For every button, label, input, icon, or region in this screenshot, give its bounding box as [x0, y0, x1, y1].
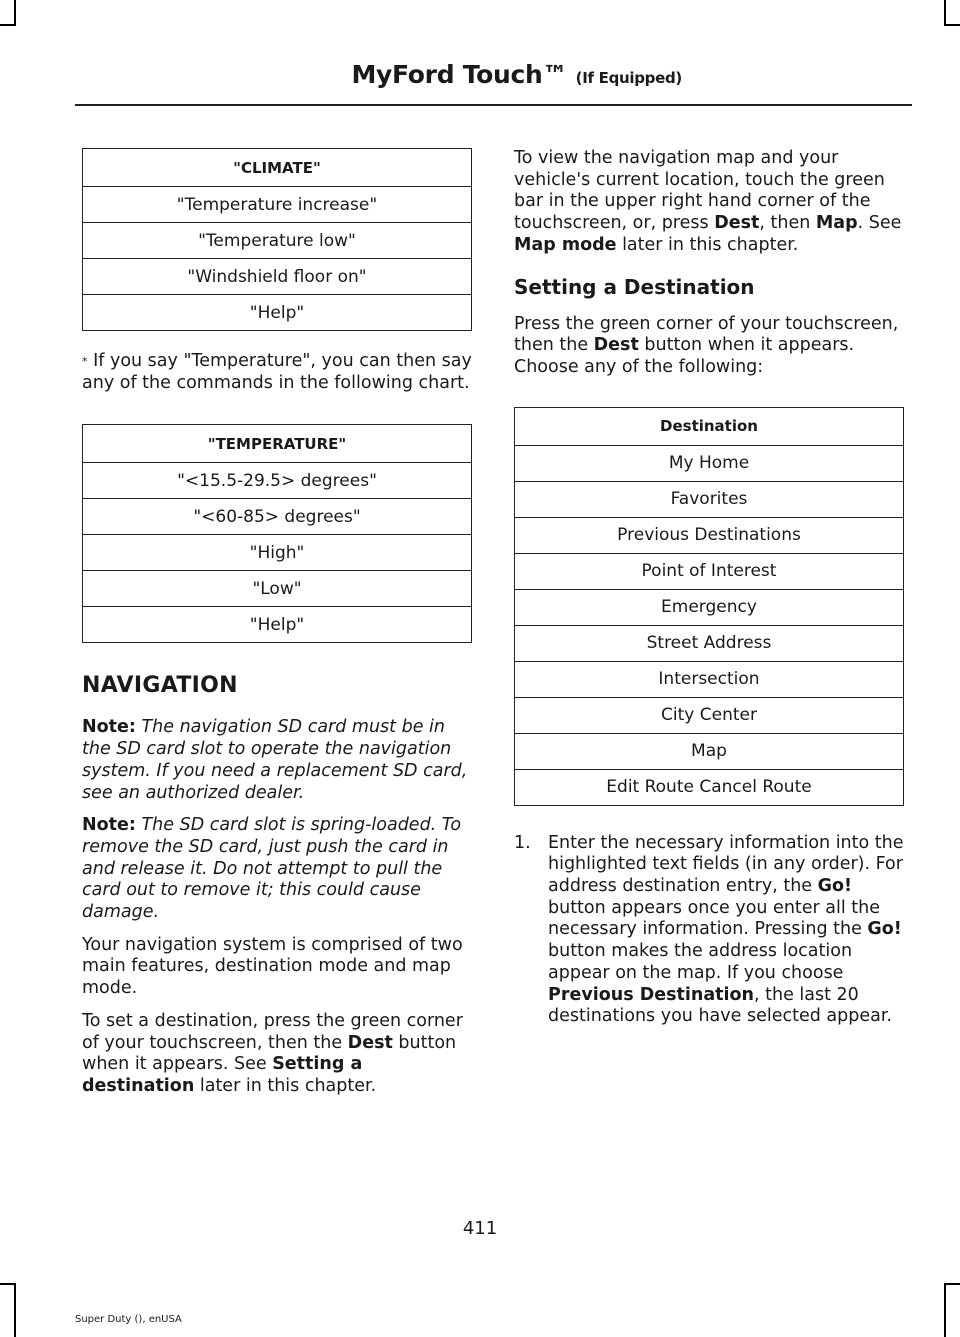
climate-commands-table	[82, 148, 472, 331]
crop-mark	[944, 1283, 960, 1285]
set-destination-paragraph	[82, 1011, 474, 1098]
table-row: "Low"	[83, 571, 472, 607]
page-number: 411	[462, 1218, 498, 1239]
table-header: "TEMPERATURE"	[83, 425, 472, 463]
note-label: Note:	[82, 815, 136, 836]
features-paragraph: Your navigation system is comprised of two main features, destination mode and map mode.	[82, 934, 463, 999]
right-column	[514, 148, 906, 1028]
note-spring-loaded	[82, 815, 474, 924]
choose-destination-paragraph	[514, 314, 906, 379]
table-header: "CLIMATE"	[83, 149, 472, 187]
table-row: "Temperature increase"	[83, 187, 472, 223]
steps-list	[514, 833, 906, 1028]
footnote-marker: *	[82, 355, 88, 368]
note-label: Note:	[82, 717, 136, 738]
setting-destination-heading: Setting a Destination	[514, 274, 755, 299]
text-run: , then	[759, 213, 816, 234]
text-run: To view the navigation map and your vehicle's current location, touch the green bar in the upper right hand corner of the touchscreen, or, press	[514, 148, 885, 234]
table-row: Favorites	[515, 481, 904, 517]
table-header: Destination	[515, 407, 904, 445]
footnote	[82, 351, 474, 394]
note-text: The SD card slot is spring-loaded. To remove the SD card, just push the card in and release it. Do not attempt to pull the card out to remove it; this could cause damage.	[82, 815, 462, 923]
text-run: button when it appears. Choose any of the following:	[514, 335, 855, 377]
text-run: Enter the necessary information into the highlighted text fields (in any order). For address destination entry, the	[548, 832, 904, 897]
temperature-commands-table	[82, 424, 472, 643]
map-button-ref: Map	[815, 213, 858, 234]
note-sd-card	[82, 717, 474, 804]
table-row: "Windshield floor on"	[83, 259, 472, 295]
text-run: . See	[857, 213, 902, 234]
crop-mark	[14, 0, 16, 24]
navigation-heading: NAVIGATION	[82, 673, 238, 699]
header-title: MyFord Touch™	[351, 60, 568, 89]
text-run: button appears once you enter all the necessary information. Pressing the	[548, 897, 881, 940]
setting-destination-ref: Setting a destination	[82, 1054, 363, 1096]
header-title-suffix: (If Equipped)	[575, 69, 682, 87]
crop-mark	[0, 24, 16, 26]
crop-mark	[14, 1283, 16, 1337]
table-row: "High"	[83, 535, 472, 571]
left-column	[82, 148, 474, 1098]
crop-mark	[0, 1283, 16, 1285]
table-row: Previous Destinations	[515, 517, 904, 553]
step-number: 1.	[514, 832, 531, 853]
table-row: "<60-85> degrees"	[83, 499, 472, 535]
go-button-ref: Go!	[817, 876, 852, 897]
table-row: "Temperature low"	[83, 223, 472, 259]
table-row: City Center	[515, 697, 904, 733]
table-row: Street Address	[515, 625, 904, 661]
text-run: later in this chapter.	[194, 1075, 377, 1096]
table-row: Edit Route Cancel Route	[515, 769, 904, 805]
table-row: My Home	[515, 445, 904, 481]
crop-mark	[944, 0, 946, 24]
running-header	[351, 60, 682, 89]
text-run: later in this chapter.	[616, 234, 799, 255]
text-run: Press the green corner of your touchscreen, then the	[514, 313, 899, 356]
table-row: Intersection	[515, 661, 904, 697]
header-rule	[75, 104, 912, 106]
table-row: Point of Interest	[515, 553, 904, 589]
dest-button-ref: Dest	[593, 335, 639, 356]
document-id: Super Duty (), enUSA	[75, 1314, 182, 1325]
table-row: "<15.5-29.5> degrees"	[83, 463, 472, 499]
destination-options-table	[514, 407, 904, 806]
text-run: To set a destination, press the green corner of your touchscreen, then the	[82, 1010, 463, 1053]
text-run: button when it appears. See	[82, 1032, 457, 1075]
crop-mark	[944, 24, 960, 26]
text-run: button makes the address location appear on the map. If you choose	[548, 941, 853, 983]
note-text: The navigation SD card must be in the SD card slot to operate the navigation system. If you need a replacement SD card, see an authorized dealer.	[82, 717, 468, 803]
view-map-paragraph	[514, 148, 906, 257]
table-row: "Help"	[83, 295, 472, 331]
crop-mark	[944, 1283, 946, 1337]
dest-button-ref: Dest	[347, 1032, 393, 1053]
list-item	[514, 833, 906, 1028]
dest-button-ref: Dest	[714, 213, 760, 234]
previous-destination-ref: Previous Destination	[548, 984, 755, 1005]
table-row: Map	[515, 733, 904, 769]
text-run: , the last 20 destinations you have selected appear.	[548, 984, 892, 1027]
table-row: "Help"	[83, 607, 472, 643]
footnote-text: If you say "Temperature", you can then say any of the commands in the following chart.	[82, 351, 472, 393]
go-button-ref: Go!	[867, 919, 902, 940]
table-row: Emergency	[515, 589, 904, 625]
map-mode-ref: Map mode	[514, 234, 617, 255]
